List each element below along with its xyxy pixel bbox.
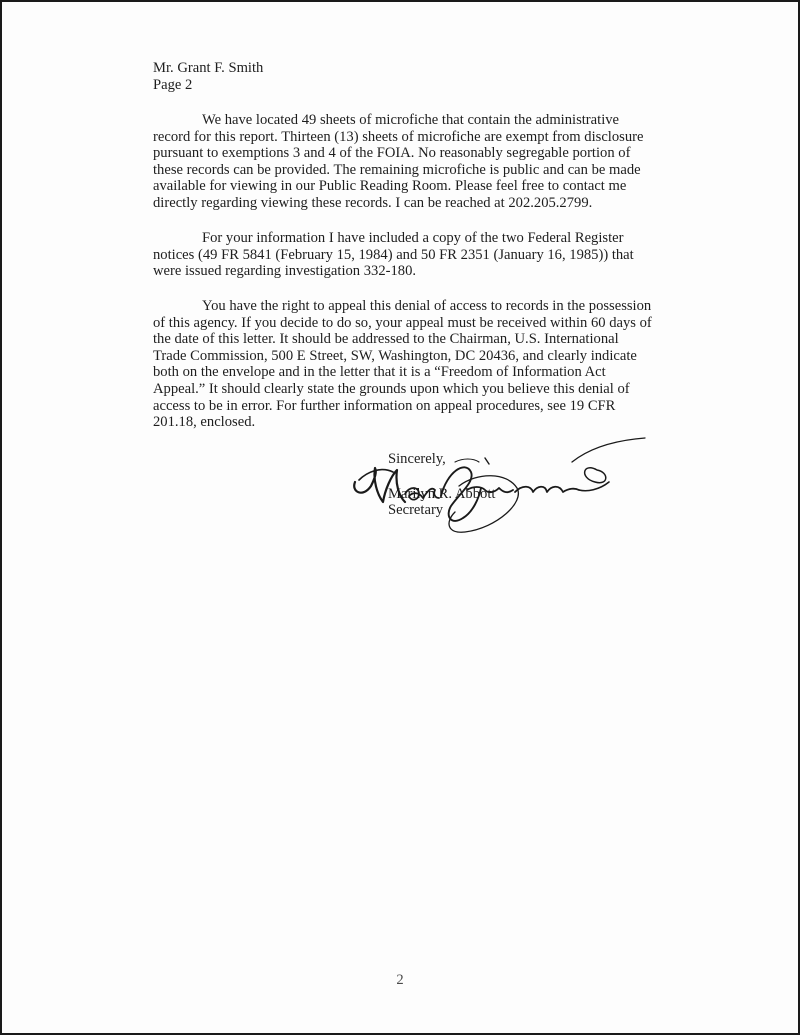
paragraph-line: the date of this letter. It should be addressed to the Chairman, U.S. International bbox=[153, 331, 619, 348]
paragraph-line: 201.18, enclosed. bbox=[153, 414, 256, 431]
letter-body bbox=[153, 60, 652, 431]
recipient-block bbox=[153, 60, 643, 93]
paragraph-microfiche bbox=[153, 112, 643, 212]
signer-title: Secretary bbox=[388, 502, 444, 519]
page-label: Page 2 bbox=[153, 76, 193, 93]
paragraph-line: available for viewing in our Public Reading Room. Please feel free to contact me bbox=[153, 178, 627, 195]
recipient-name: Mr. Grant F. Smith bbox=[153, 60, 264, 76]
page-number: 2 bbox=[396, 972, 404, 988]
paragraph-line: Trade Commission, 500 E Street, SW, Washington, DC 20436, and clearly indicate bbox=[153, 347, 637, 364]
paragraph-line: notices (49 FR 5841 (February 15, 1984) and 50 FR 2351 (January 16, 1985)) that bbox=[153, 246, 634, 263]
paragraph-line: of this agency. If you decide to do so, your appeal must be received within 60 days of bbox=[153, 314, 652, 331]
paragraph-line: pursuant to exemptions 3 and 4 of the FOIA. No reasonably segregable portion of bbox=[153, 145, 631, 162]
paragraph-line: record for this report. Thirteen (13) sheets of microfiche are exempt from disclosure bbox=[153, 128, 644, 145]
closing-block bbox=[388, 451, 495, 519]
salutation: Sincerely, bbox=[388, 451, 446, 467]
paragraph-line: For your information I have included a copy of the two Federal Register bbox=[202, 230, 624, 246]
paragraph-line: both on the envelope and in the letter that it is a “Freedom of Information Act bbox=[153, 364, 606, 381]
paragraph-line: We have located 49 sheets of microfiche that contain the administrative bbox=[202, 112, 620, 128]
paragraph-line: access to be in error. For further information on appeal procedures, see 19 CFR bbox=[153, 397, 616, 414]
paragraph-federal-register bbox=[153, 230, 634, 280]
paragraph-line: You have the right to appeal this denial of access to records in the possession bbox=[202, 298, 652, 314]
paragraph-line: Appeal.” It should clearly state the grounds upon which you believe this denial of bbox=[153, 380, 630, 397]
paragraph-line: were issued regarding investigation 332-180. bbox=[153, 263, 417, 280]
signer-name: Marilyn R. Abbott bbox=[388, 485, 496, 502]
signature-gap bbox=[388, 468, 495, 486]
paragraph-line: directly regarding viewing these records. I can be reached at 202.205.2799. bbox=[153, 194, 593, 211]
paragraph-line: these records can be provided. The remaining microfiche is public and can be made bbox=[153, 161, 641, 178]
paragraph-appeal-rights bbox=[153, 298, 652, 431]
